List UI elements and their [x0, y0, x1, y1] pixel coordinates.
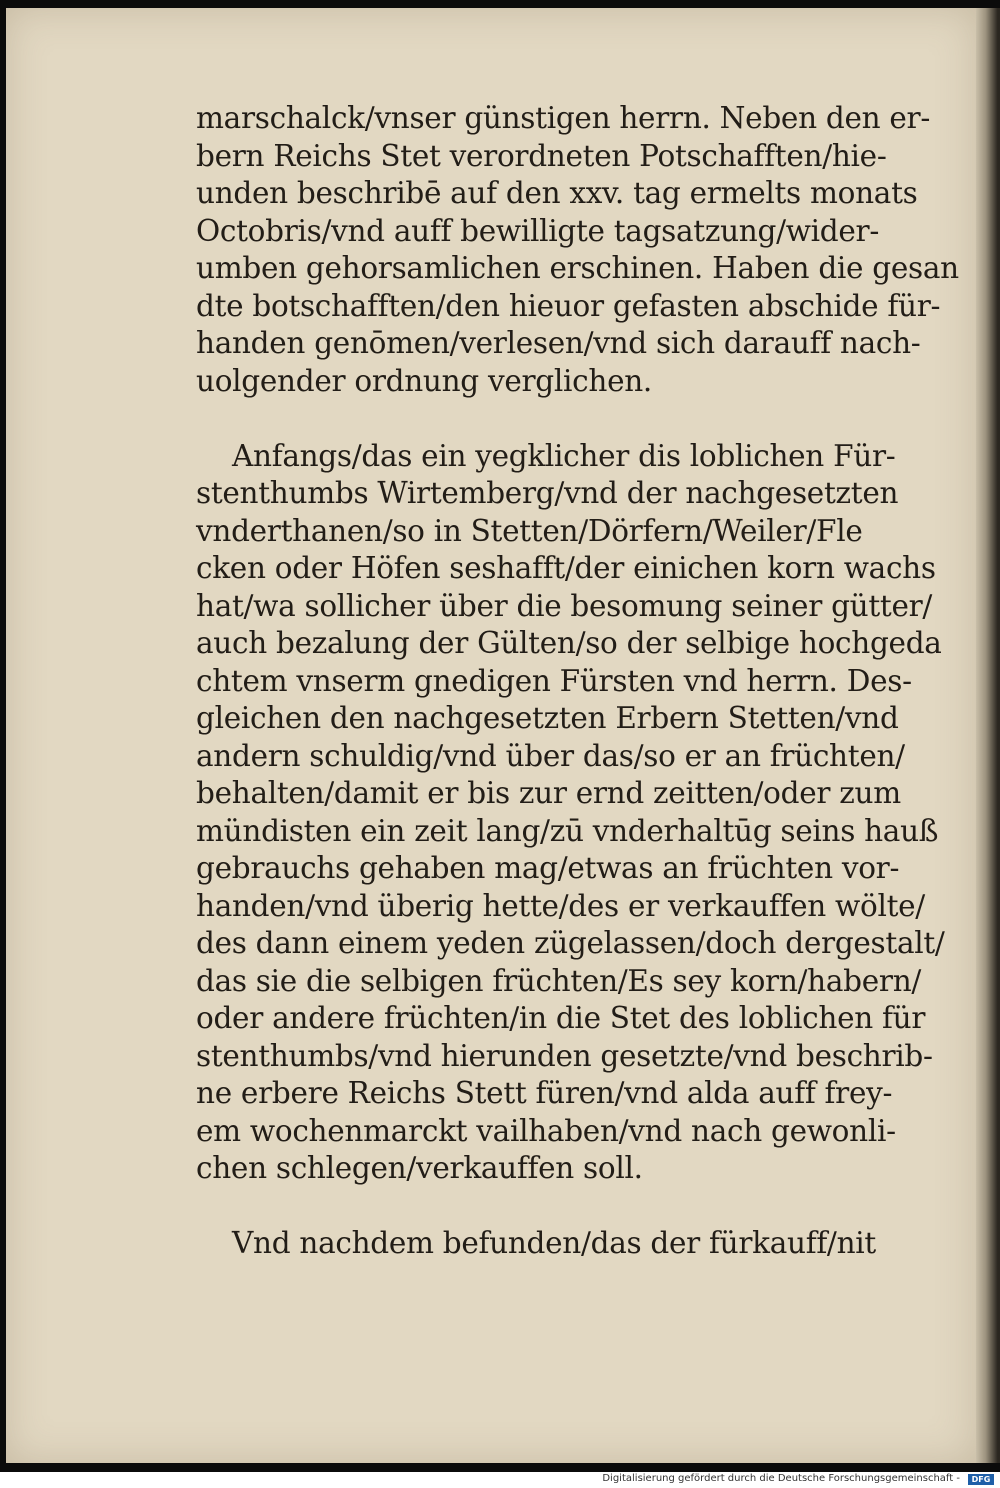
- text-line: marschalck/vnser günstigen herrn. Neben den er-: [196, 101, 931, 135]
- text-line: gleichen den nachgesetzten Erbern Stetten/vnd: [196, 701, 899, 735]
- text-line: ne erbere Reichs Stett füren/vnd alda auff frey-: [196, 1076, 893, 1110]
- text-line: Octobris/vnd auff bewilligte tagsatzung/wider-: [196, 213, 880, 248]
- text-line: behalten/damit er bis zur ernd zeitten/oder zum: [196, 776, 901, 810]
- text-line: dte botschafften/den hieuor gefasten abschide für-: [196, 288, 941, 323]
- text-line: handen/vnd überig hette/des er verkauffen wölte/: [196, 888, 925, 923]
- text-line: cken oder Höfen seshafft/der einichen korn wachs: [196, 551, 936, 585]
- paragraph-1: [196, 100, 959, 400]
- text-line: em wochenmarckt vailhaben/vnd nach gewonli-: [196, 1113, 896, 1148]
- text-line: Vnd nachdem befunden/das der fürkauff/nit: [232, 1226, 876, 1260]
- text-line: hat/wa sollicher über die besomung seiner gütter/: [196, 588, 933, 623]
- text-line: Anfangs/das ein yegklicher dis loblichen Für-: [232, 438, 896, 473]
- text-line: gebrauchs gehaben mag/etwas an früchten vor-: [196, 851, 900, 885]
- text-line: stenthumbs/vnd hierunden gesetzte/vnd beschrib-: [196, 1038, 933, 1073]
- text-line: uolgender ordnung verglichen.: [196, 363, 652, 398]
- paragraph-2: [196, 438, 945, 1188]
- text-line: oder andere früchten/in die Stet des loblichen für: [196, 1001, 926, 1035]
- text-line: des dann einem yeden zügelassen/doch dergestalt/: [196, 926, 945, 960]
- dfg-logo: DFG: [968, 1474, 994, 1485]
- funding-credit: Digitalisierung gefördert durch die Deutsche Forschungsgemeinschaft -: [602, 1473, 960, 1484]
- text-line: mündisten ein zeit lang/zū vnderhaltūg seins hauß: [196, 813, 939, 848]
- text-line: bern Reichs Stet verordneten Potschafften/hie-: [196, 138, 887, 173]
- text-line: andern schuldig/vnd über das/so er an früchten/: [196, 738, 905, 773]
- text-line: stenthumbs Wirtemberg/vnd der nachgesetzten: [196, 476, 899, 510]
- text-line: chen schlegen/verkauffen soll.: [196, 1151, 643, 1185]
- text-line: auch bezalung der Gülten/so der selbige hochgeda: [196, 626, 942, 660]
- page-edge: [976, 8, 1000, 1463]
- paragraph-3: [196, 1225, 896, 1263]
- text-line: das sie die selbigen früchten/Es sey korn/habern/: [196, 963, 922, 998]
- text-line: unden beschribē auf den xxv. tag ermelts monats: [196, 176, 918, 210]
- text-line: umben gehorsamlichen erschinen. Haben die gesan: [196, 251, 959, 285]
- text-line: chtem vnserm gnedigen Fürsten vnd herrn. Des-: [196, 663, 912, 698]
- page-text: [196, 100, 959, 1263]
- footer-bar: [0, 1472, 1000, 1488]
- text-line: vnderthanen/so in Stetten/Dörfern/Weiler/Fle: [196, 513, 863, 548]
- text-line: handen genōmen/verlesen/vnd sich darauff nach-: [196, 326, 921, 360]
